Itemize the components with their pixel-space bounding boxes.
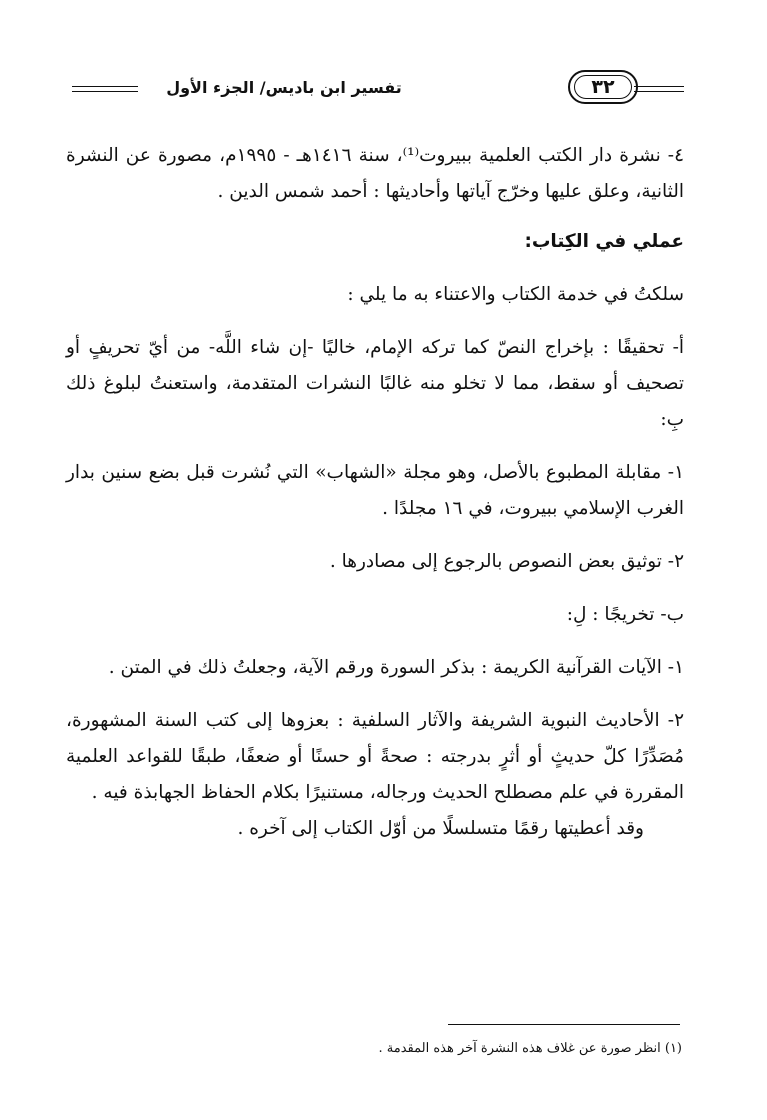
paragraph-documentation: ٢- توثيق بعض النصوص بالرجوع إلى مصادرها .	[329, 551, 684, 572]
paragraph-numbering: وقد أعطيتها رقمًا متسلسلًا من أوّل الكتاب إلى آخره .	[237, 818, 644, 839]
page-number-badge: ٣٢	[568, 70, 638, 104]
paragraph-collation: ١- مقابلة المطبوع بالأصل، وهو مجلة «الشهاب» التي نُشرت قبل بضع سنين بدار الغرب الإسلامي ببيروت، في ١٦ مجلدًا .	[66, 462, 684, 519]
paragraph-verification: أ- تحقيقًا : بإخراج النصّ كما تركه الإمام، خاليًا -إن شاء اللَّه- من أيّ تحريفٍ أو تصحيف أو سقط، مما لا تخلو منه غالبًا النشرات المتقدمة، واستعنتُ لبلوغ ذلك بِ:	[66, 337, 684, 430]
paragraph-takhrij: ب- تخريجًا : لِ:	[566, 604, 684, 625]
paragraph-hadith: ٢- الأحاديث النبوية الشريفة والآثار السلفية : بعزوها إلى كتب السنة المشهورة، مُصَدِّرًا كلّ حديثٍ أو أثرٍ بدرجته : صحةً أو حسنًا أو ضعفًا، طبقًا للقواعد العلمية المقررة في علم مصطلح الحديث ورجاله، مستنيرًا بكلام الحفاظ الجهابذة فيه .	[66, 710, 684, 803]
paragraph-intro: سلكتُ في خدمة الكتاب والاعتناء به ما يلي :	[347, 284, 684, 305]
header-rule-right	[634, 86, 684, 92]
footnote: (١) انظر صورة عن غلاف هذه النشرة آخر هذه المقدمة .	[378, 1041, 682, 1056]
running-title: تفسير ابن باديس/ الجزء الأول	[166, 78, 402, 97]
header-rule-left	[72, 86, 138, 92]
paragraph-verses: ١- الآيات القرآنية الكريمة : بذكر السورة ورقم الآية، وجعلتُ ذلك في المتن .	[108, 657, 684, 678]
page-body	[66, 138, 684, 847]
section-heading: عملي في الكِتاب:	[524, 231, 684, 252]
page-header	[72, 68, 684, 110]
paragraph-edition-4: ٤- نشرة دار الكتب العلمية ببيروت⁽¹⁾، سنة ١٤١٦هـ - ١٩٩٥م، مصورة عن النشرة الثانية، وعلق عليها وخرّج آياتها وأحاديثها : أحمد شمس الدين .	[66, 145, 684, 202]
footnote-rule	[448, 1024, 680, 1025]
